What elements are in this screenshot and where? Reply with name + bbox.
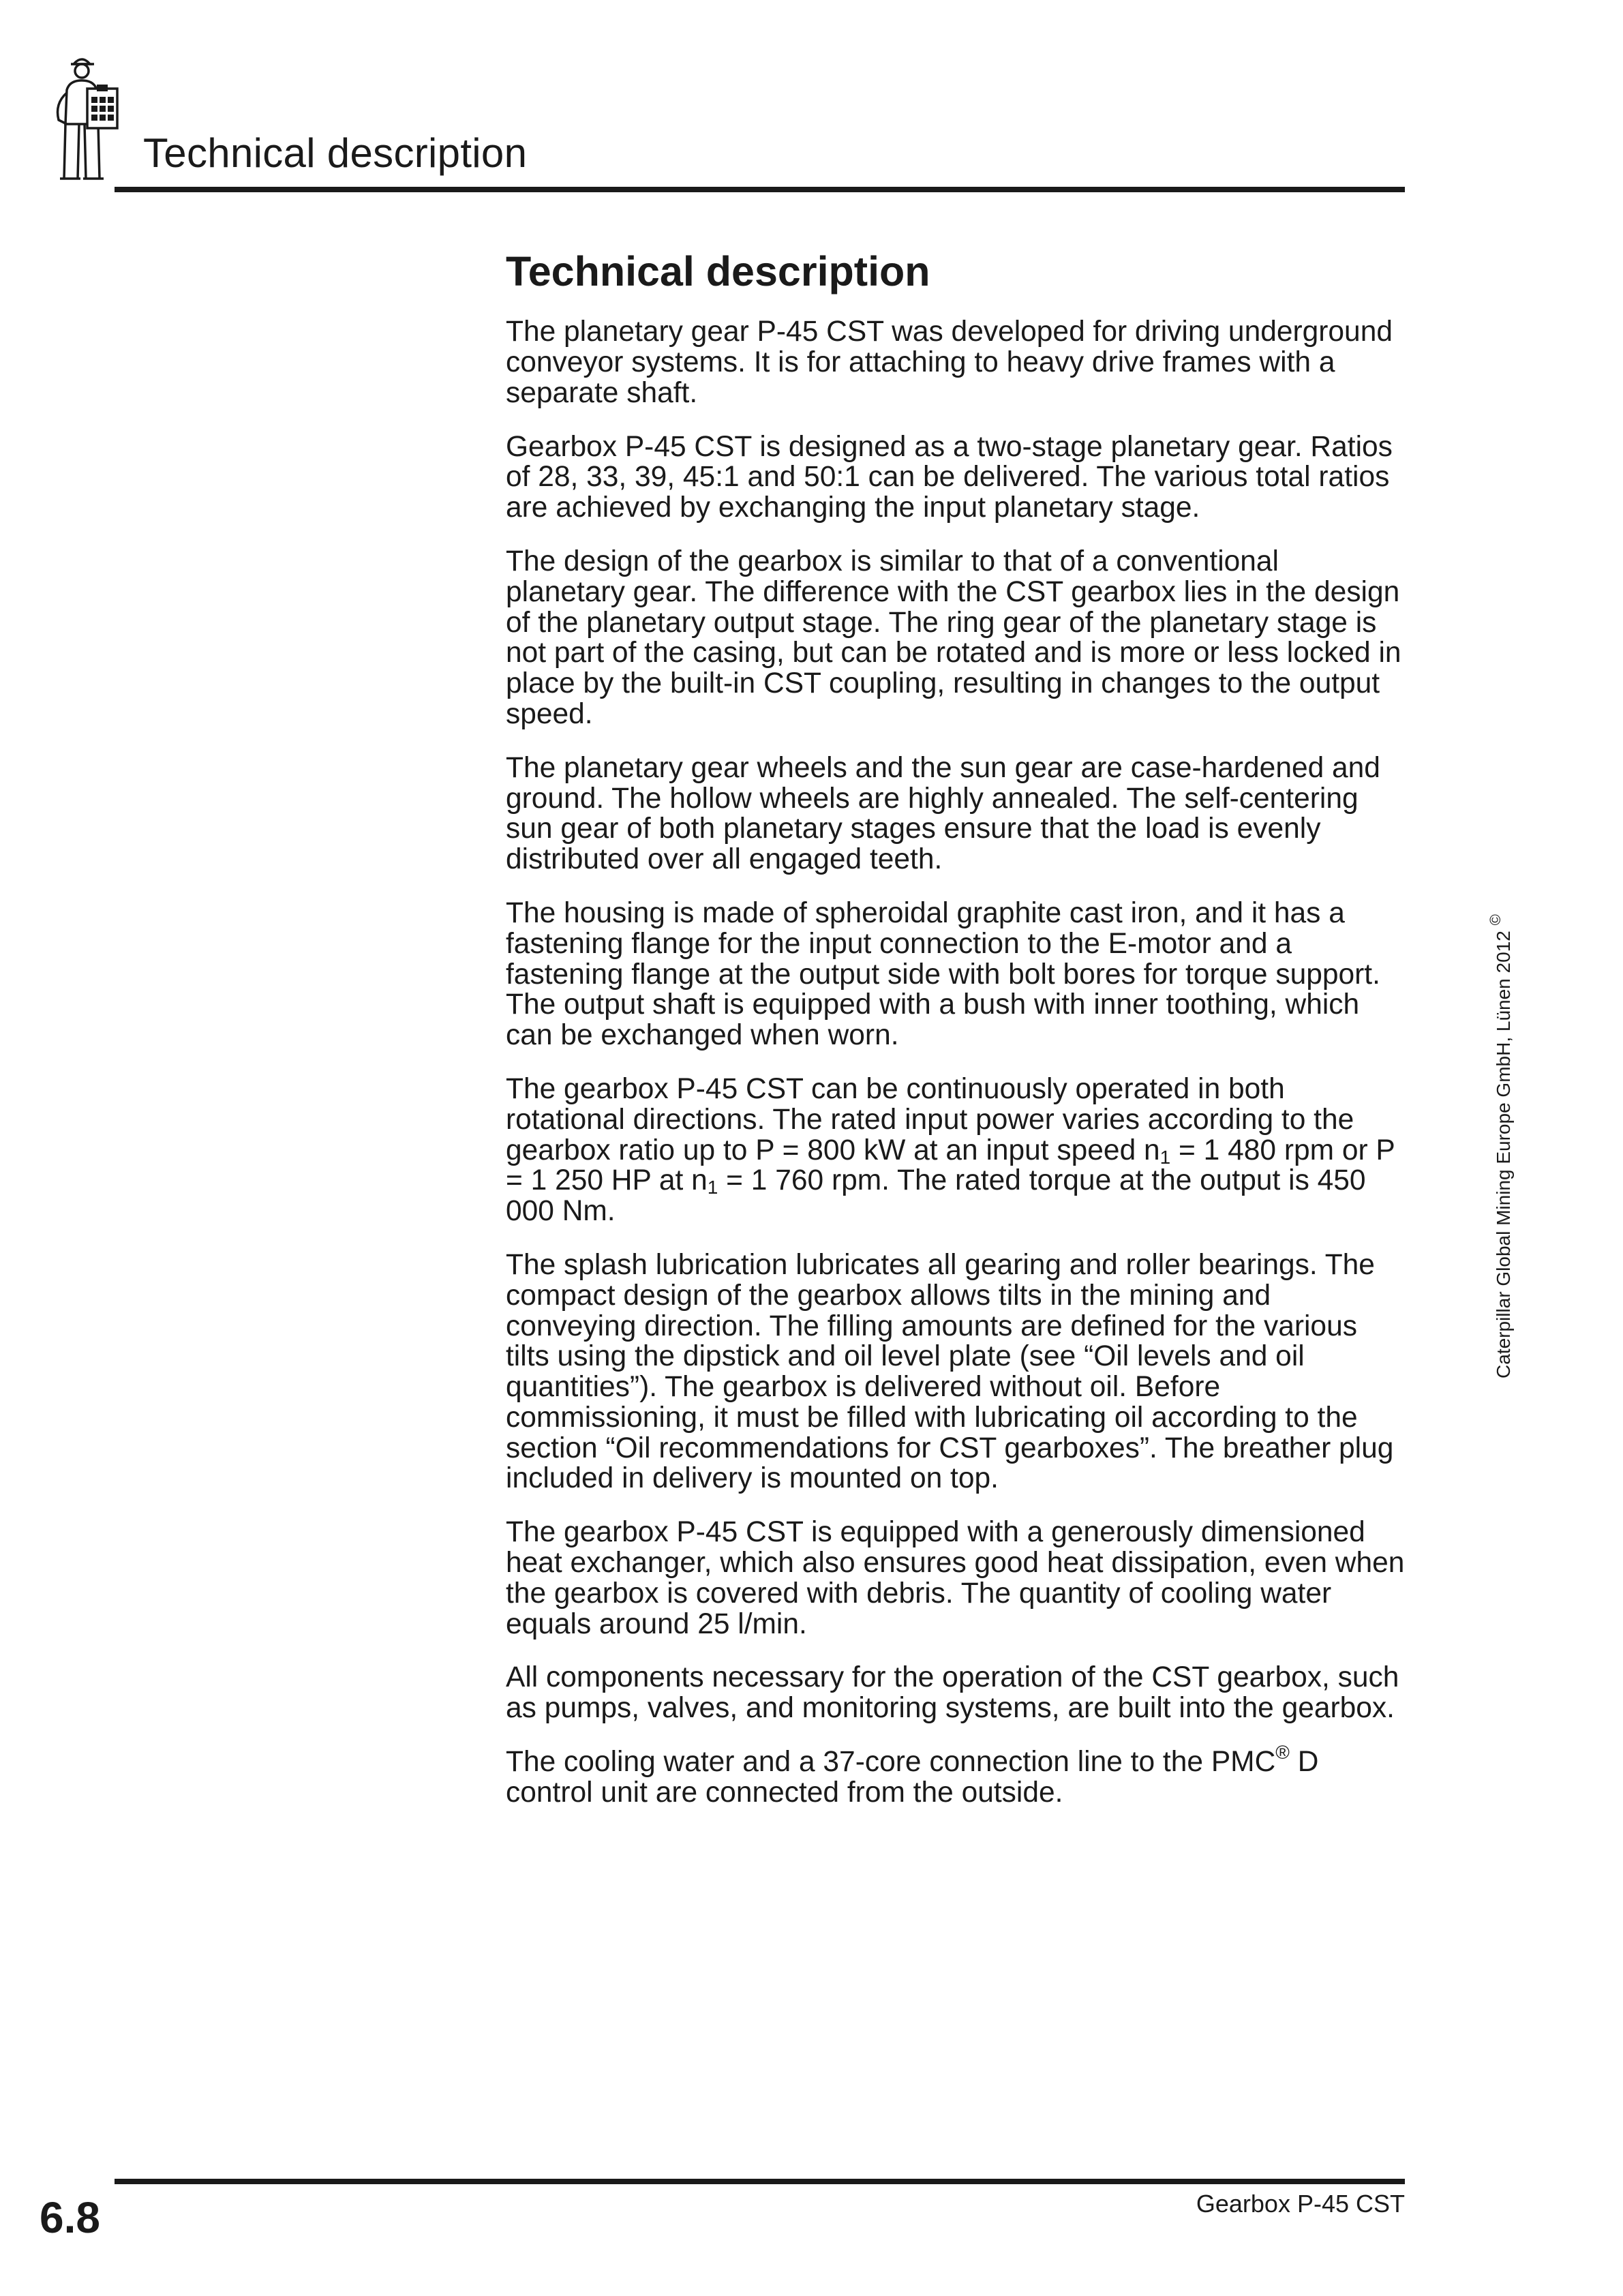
subscript: 1: [707, 1177, 718, 1198]
section-title: Technical description: [506, 248, 930, 294]
page-number: 6.8: [40, 2193, 100, 2242]
paragraph: The gearbox P-45 CST is equipped with a generously dimensioned heat exchanger, which also ensures good heat dissipation, even when the gearbox is covered with debris. The quantity of cooling water equals around 25 l/min.: [506, 1516, 1405, 1640]
copyright-text: Caterpillar Global Mining Europe GmbH, Lünen 2012: [1493, 931, 1514, 1378]
copyright-notice: [1487, 914, 1515, 1378]
header-rule: [115, 187, 1405, 192]
copyright-symbol: ©: [1487, 914, 1504, 926]
footer-rule: [115, 2179, 1405, 2184]
text-span: = 1 480 rpm or P = 1 250 HP at n: [506, 1134, 1395, 1197]
maintenance-worker-icon: [46, 49, 135, 185]
subscript: 1: [1159, 1146, 1171, 1168]
paragraph: The housing is made of spheroidal graphite cast iron, and it has a fastening flange for the input connection to the E-motor and a fastening flange at the output side with bolt bores for torque support. The output shaft is equipped with a bush with inner toothing, which can be exchanged when worn.: [506, 896, 1380, 1052]
paragraph: Gearbox P-45 CST is designed as a two-stage planetary gear. Ratios of 28, 33, 39, 45:1 and 50:1 can be delivered. The various total ratios are achieved by exchanging the input planetary stage.: [506, 430, 1393, 524]
text-span: = 1 760 rpm. The rated torque at the output is 450 000 Nm.: [506, 1164, 1366, 1228]
paragraph: All components necessary for the operation of the CST gearbox, such as pumps, valves, and monitoring systems, are built into the gearbox.: [506, 1661, 1399, 1725]
text-span: The cooling water and a 37-core connection line to the PMC: [506, 1746, 1276, 1779]
paragraph: The planetary gear wheels and the sun gear are case-hardened and ground. The hollow wheels are highly annealed. The self-centering sun gear of both planetary stages ensure that the load is evenly distributed over all engaged teeth.: [506, 751, 1380, 876]
paragraph-connections: [506, 1742, 1406, 1809]
paragraph: The splash lubrication lubricates all gearing and roller bearings. The compact design of the gearbox allows tilts in the mining and conveying direction. The filling amounts are defined for the various tilts using the dipstick and oil level plate (see “Oil levels and oil quantities”). The gearbox is delivered without oil. Before commissioning, it must be filled with lubricating oil according to the section “Oil recommendations for CST gearboxes”. The breather plug included in delivery is mounted on top.: [506, 1248, 1394, 1495]
header-title: Technical description: [143, 130, 528, 176]
paragraph: The design of the gearbox is similar to that of a conventional planetary gear. The difference with the CST gearbox lies in the design of the planetary output stage. The ring gear of the planetary stage is not part of the casing, but can be rotated and is more or less locked in place by the built-in CST coupling, resulting in changes to the output speed.: [506, 545, 1401, 730]
paragraph: The planetary gear P-45 CST was developed for driving underground conveyor systems. It is for attaching to heavy drive frames with a separate shaft.: [506, 316, 1393, 409]
paragraph-power-ratings: [506, 1074, 1406, 1227]
text-span: D control unit are connected from the outside.: [506, 1746, 1319, 1809]
main-content: [506, 247, 1406, 1832]
registered-mark: ®: [1275, 1742, 1290, 1764]
document-name: Gearbox P-45 CST: [1196, 2190, 1405, 2218]
text-span: The gearbox P-45 CST can be continuously operated in both rotational directions. The rated input power varies according to the gearbox ratio up to P = 800 kW at an input speed n: [506, 1072, 1354, 1166]
